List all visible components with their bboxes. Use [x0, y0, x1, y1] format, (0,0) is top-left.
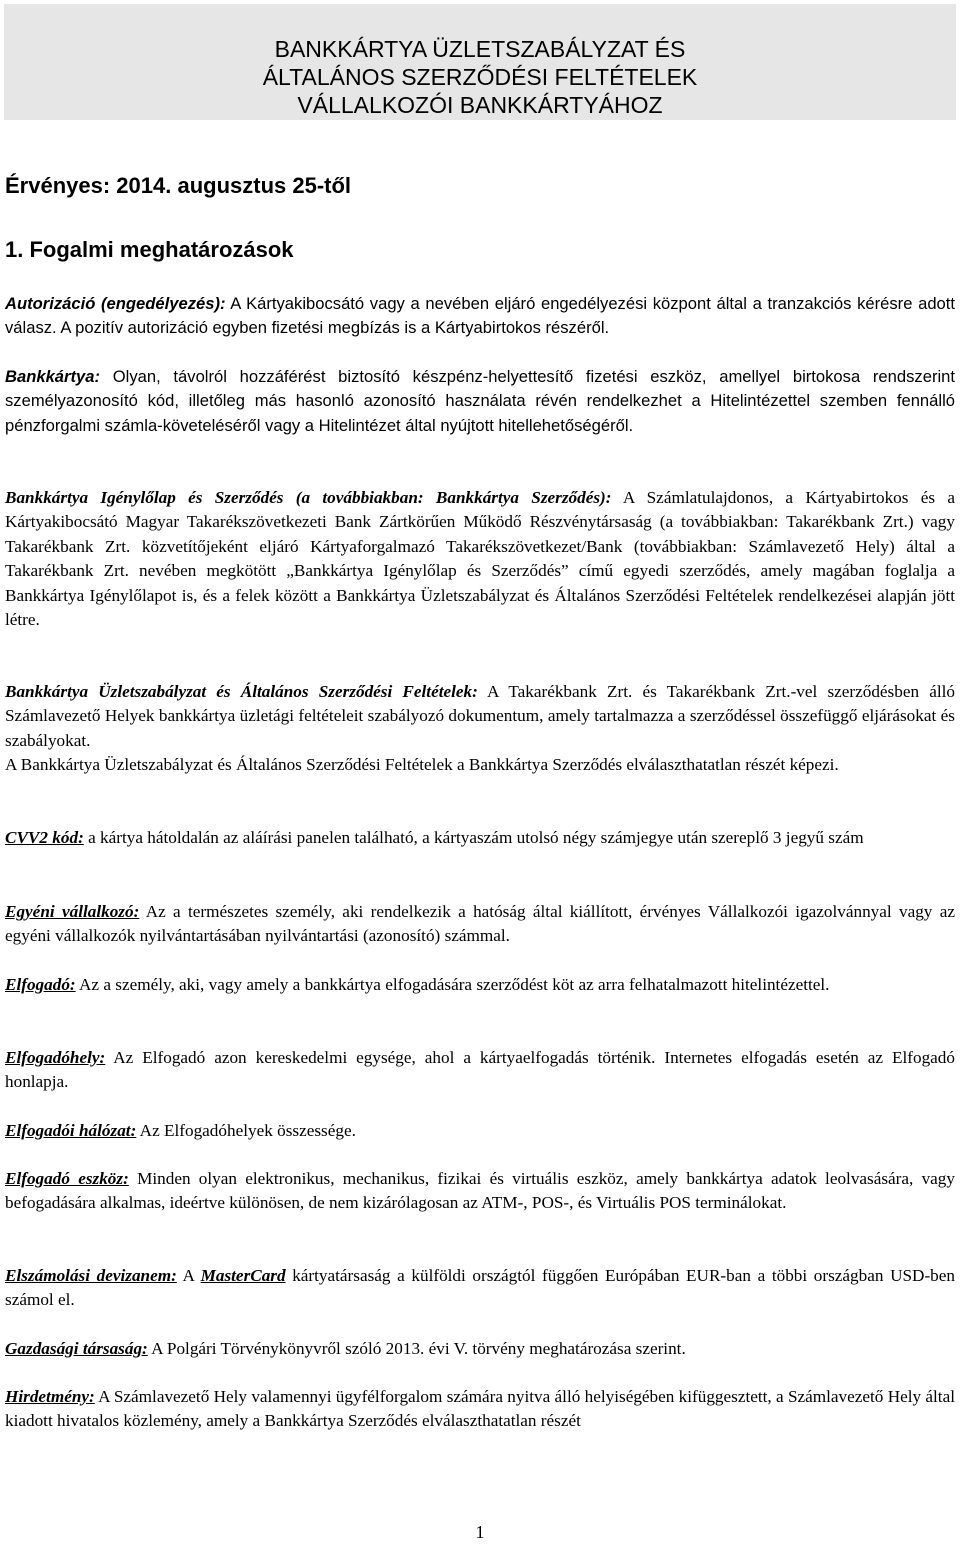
mastercard-brand: MasterCard	[200, 1266, 286, 1285]
definition-term: Elfogadói hálózat:	[5, 1121, 137, 1140]
definition-cvv2	[5, 826, 955, 850]
definition-elfogado	[5, 973, 955, 997]
definition-text: kártyatársaság a külföldi országtól függően Európában EUR-ban a többi országban USD-ben számol el.	[5, 1266, 956, 1310]
definition-term: Autorizáció (engedélyezés):	[5, 294, 226, 313]
definition-elszamolasi-devizanem	[5, 1264, 955, 1313]
definition-term: Elfogadó eszköz:	[5, 1169, 129, 1188]
definition-text: Az Elfogadóhelyek összessége.	[136, 1121, 356, 1140]
definition-term: Elszámolási devizanem:	[5, 1266, 177, 1285]
definition-term: Gazdasági társaság:	[5, 1339, 148, 1358]
document-title-line-1: BANKKÁRTYA ÜZLETSZABÁLYZAT ÉS	[274, 36, 686, 62]
definition-term: Bankkártya Igénylőlap és Szerződés (a továbbiakban: Bankkártya Szerződés):	[5, 488, 612, 507]
definition-text: A Kártyakibocsátó vagy a nevében eljáró engedélyezési központ által a tranzakciós kérésre adott válasz. A pozitív autorizáció egyben fizetési megbízás is a Kártyabirtokos részéről.	[5, 294, 955, 338]
definition-text-before: A	[176, 1266, 201, 1285]
definition-text: Olyan, távolról hozzáférést biztosító készpénz-helyettesítő fizetési eszköz, amellyel birtokosa rendszerint személyazonosító kód, illetőleg más hasonló azonosító használata révén rendelkezhet a Hitelintézettel szemben fennálló pénzforgalmi számla-követeléséről vagy a Hitelintézet által nyújtott hitellehetőségéről.	[5, 367, 955, 435]
definition-autorizacio	[5, 292, 955, 341]
validity-date: Érvényes: 2014. augusztus 25-től	[5, 173, 352, 198]
definition-text: A Számlavezető Hely valamennyi ügyfélforgalom számára nyitva álló helyiségében kifüggesztett, a Számlavezető Hely által kiadott hivatalos közlemény, amely a Bankkártya Szerződés elválaszthatatlan részét	[5, 1387, 955, 1431]
definition-term: CVV2 kód:	[5, 828, 84, 847]
definition-term: Hirdetmény:	[5, 1387, 95, 1406]
definition-elfogadohely	[5, 1046, 955, 1095]
definition-text: Az Elfogadó azon kereskedelmi egysége, ahol a kártyaelfogadás történik. Internetes elfogadás esetén az Elfogadó honlapja.	[5, 1048, 955, 1092]
section-heading: 1. Fogalmi meghatározások	[5, 237, 294, 262]
definition-text: A Takarékbank Zrt. és Takarékbank Zrt.-vel szerződésben álló Számlavezető Helyek bankkártya üzletági feltételeit szabályozó dokumentum, amely tartalmazza a szerződéssel összefüggő eljárásokat és szabályokat.	[5, 682, 955, 750]
title-box	[4, 4, 956, 120]
definition-egyeni-vallalkozo	[5, 900, 955, 949]
definition-text: Az a személy, aki, vagy amely a bankkártya elfogadására szerződést köt az arra felhatalmazott hitelintézettel.	[75, 975, 830, 994]
definition-text: Minden olyan elektronikus, mechanikus, fizikai és virtuális eszköz, amely bankkártya adatok leolvasására, vagy befogadására alkalmas, ideértve különösen, de nem kizárólagosan az ATM-, POS-, és Virtuális POS terminálokat.	[5, 1169, 955, 1213]
definition-term: Bankkártya:	[5, 367, 101, 386]
definition-text-2: A Bankkártya Üzletszabályzat és Általános Szerződési Feltételek a Bankkártya Szerződés elválaszthatatlan részét képezi.	[5, 755, 839, 775]
page-number: 1	[475, 1522, 485, 1542]
definition-elfogado-eszkoz	[5, 1167, 955, 1216]
definition-term: Bankkártya Üzletszabályzat és Általános Szerződési Feltételek:	[5, 682, 478, 701]
definition-uzletszabalyzat	[5, 680, 955, 778]
definition-bankkartya	[5, 365, 955, 438]
definition-gazdasagi-tarsasag	[5, 1337, 955, 1361]
document-title-line-3: VÁLLALKOZÓI BANKKÁRTYÁHOZ	[297, 92, 663, 118]
definition-term: Elfogadóhely:	[5, 1048, 106, 1067]
definition-text: a kártya hátoldalán az aláírási panelen található, a kártyaszám utolsó négy számjegye után szereplő 3 jegyű szám	[83, 828, 864, 847]
document-title-line-2: ÁLTALÁNOS SZERZŐDÉSI FELTÉTELEK	[262, 64, 698, 90]
definition-hirdetmeny	[5, 1385, 955, 1434]
definition-text: A Számlatulajdonos, a Kártyabirtokos és a Kártyakibocsátó Magyar Takarékszövetkezeti Bank Zártkörűen Működő Részvénytársaság (a továbbiakban: Takarékbank Zrt.) vagy Takarékbank Zrt. közvetítőjeként eljáró Kártyaforgalmazó Takarékszövetkezet/Bank (továbbiakban: Számlavezető Hely) által a Takarékbank Zrt. nevében megkötött „Bankkártya Igénylőlap és Szerződés” című egyedi szerződés, amely magában foglalja a Bankkártya Igénylőlapot is, és a felek között a Bankkártya Üzletszabályzat és Általános Szerződési Feltételek rendelkezései alapján jött létre.	[5, 488, 955, 630]
definition-term: Elfogadó:	[5, 975, 76, 994]
definition-text: A Polgári Törvénykönyvről szóló 2013. évi V. törvény meghatározása szerint.	[147, 1339, 686, 1358]
definition-term: Egyéni vállalkozó:	[5, 902, 140, 921]
definition-bankkartya-szerzodes	[5, 486, 955, 632]
definition-text: Az a természetes személy, aki rendelkezik a hatóság által kiállított, érvényes Vállalkozói igazolvánnyal vagy az egyéni vállalkozók nyilvántartásában nyilvántartási (azonosító) számmal.	[5, 902, 955, 946]
definition-elfogadoi-halozat	[5, 1119, 955, 1143]
